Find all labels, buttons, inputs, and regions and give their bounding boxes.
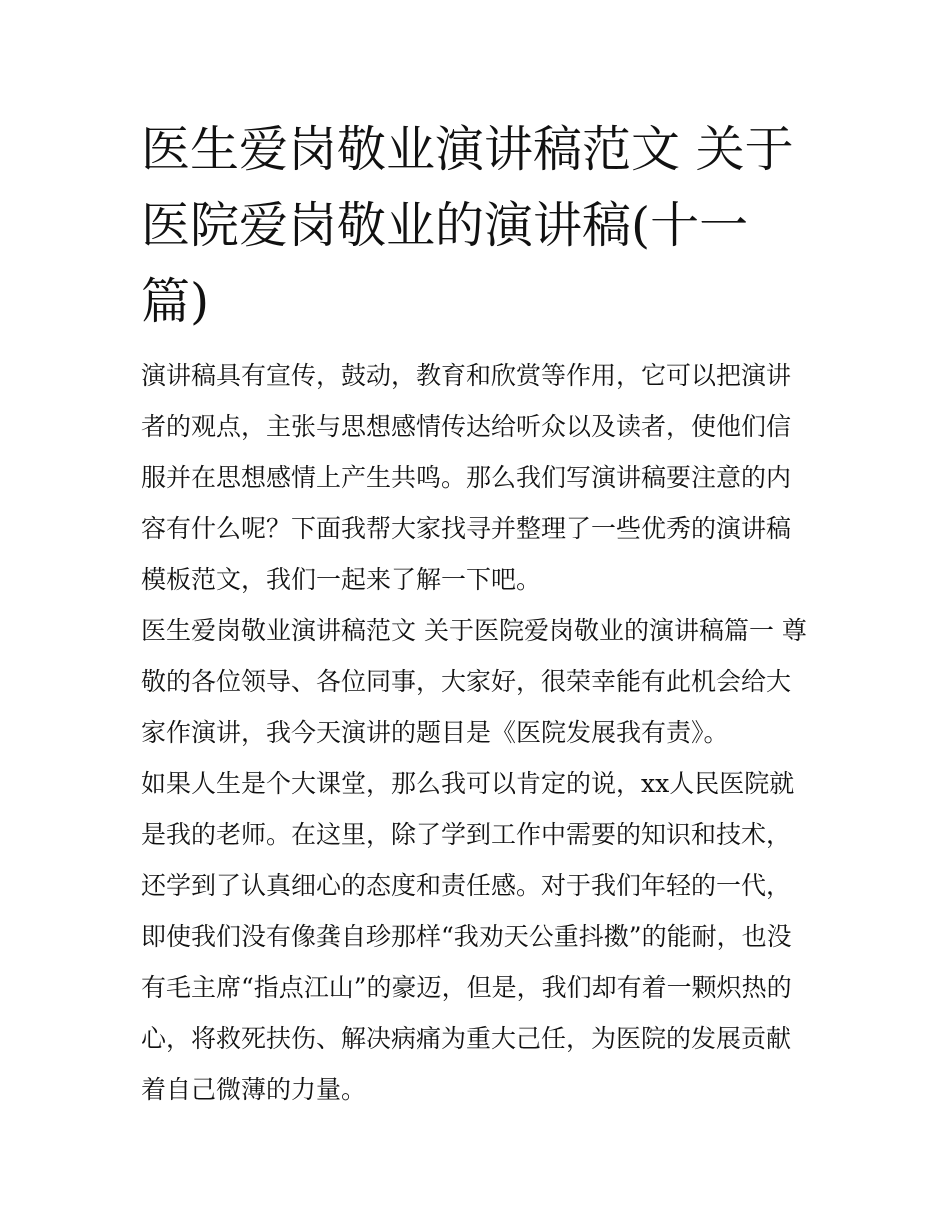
speech-opening-paragraph: 医生爱岗敬业演讲稿范文 关于医院爱岗敬业的演讲稿篇一 尊敬的各位领导、各位同事，大家好，很荣幸能有此机会给大家作演讲，我今天演讲的题目是《医院发展我有责》。 [141,616,807,747]
intro-paragraph: 演讲稿具有宣传，鼓动，教育和欣赏等作用，它可以把演讲者的观点，主张与思想感情传达给听众以及读者，使他们信服并在思想感情上产生共鸣。那么我们写演讲稿要注意的内容有什么呢？下面我帮大家找寻并整理了一些优秀的演讲稿模板范文，我们一起来了解一下吧。 [141,361,792,594]
speech-body-paragraph: 如果人生是个大课堂，那么我可以肯定的说，xx人民医院就是我的老师。在这里，除了学到工作中需要的知识和技术，还学到了认真细心的态度和责任感。对于我们年轻的一代，即使我们没有像龚自珍那样“我劝天公重抖擞”的能耐，也没有毛主席“指点江山”的豪迈，但是，我们却有着一颗炽热的心，将救死扶伤、解决病痛为重大己任，为医院的发展贡献着自己微薄的力量。 [141,769,795,1104]
document-body [141,112,813,1115]
page-title: 医生爱岗敬业演讲稿范文 关于医院爱岗敬业的演讲稿(十一篇) [141,121,794,330]
